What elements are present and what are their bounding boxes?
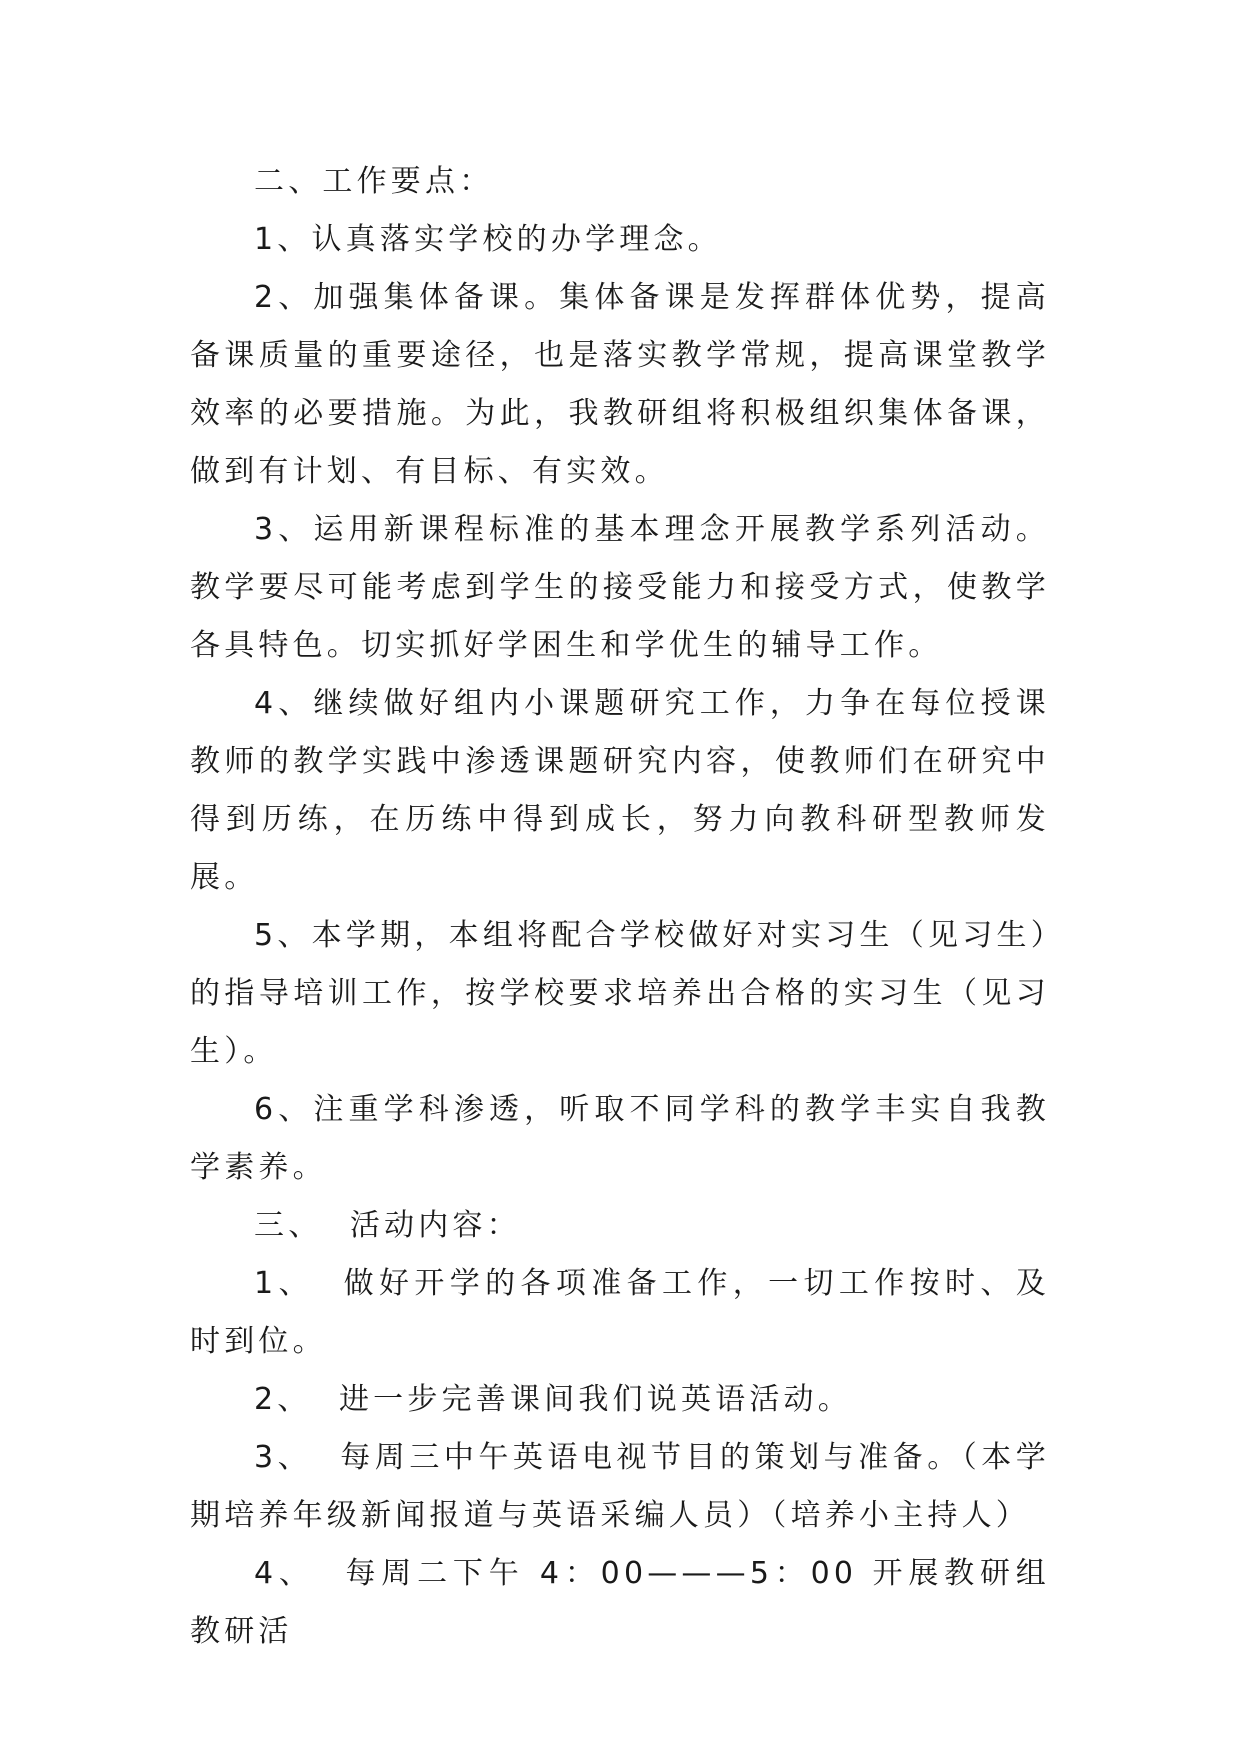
work-point-3: 3、运用新课程标准的基本理念开展教学系列活动。教学要尽可能考虑到学生的接受能力和接受方式，使教学各具特色。切实抓好学困生和学优生的辅导工作。	[190, 512, 1050, 663]
work-point-5: 5、本学期，本组将配合学校做好对实习生（见习生）的指导培训工作，按学校要求培养出合格的实习生（见习生）。	[190, 918, 1050, 1069]
activity-item-2: 2、 进一步完善课间我们说英语活动。	[254, 1382, 852, 1417]
work-point-6: 6、注重学科渗透，听取不同学科的教学丰实自我教学素养。	[190, 1092, 1050, 1185]
work-point-4: 4、继续做好组内小课题研究工作，力争在每位授课教师的教学实践中渗透课题研究内容，使教师们在研究中得到历练，在历练中得到成长，努力向教科研型教师发展。	[190, 686, 1050, 895]
work-point-2: 2、加强集体备课。集体备课是发挥群体优势，提高备课质量的重要途径，也是落实教学常规，提高课堂教学效率的必要措施。为此，我教研组将积极组织集体备课，做到有计划、有目标、有实效。	[190, 280, 1050, 489]
document-body	[190, 153, 1050, 1661]
section-heading-activities: 三、 活动内容：	[254, 1208, 521, 1243]
work-point-1: 1、认真落实学校的办学理念。	[254, 222, 722, 257]
activity-item-4: 4、 每周二下午 4：00———5：00 开展教研组教研活	[190, 1556, 1050, 1649]
activity-item-1: 1、 做好开学的各项准备工作，一切工作按时、及时到位。	[190, 1266, 1050, 1359]
section-heading-work-points: 二、工作要点：	[254, 164, 494, 199]
activity-item-3: 3、 每周三中午英语电视节目的策划与准备。（本学期培养年级新闻报道与英语采编人员）（培养小主持人）	[190, 1440, 1050, 1533]
